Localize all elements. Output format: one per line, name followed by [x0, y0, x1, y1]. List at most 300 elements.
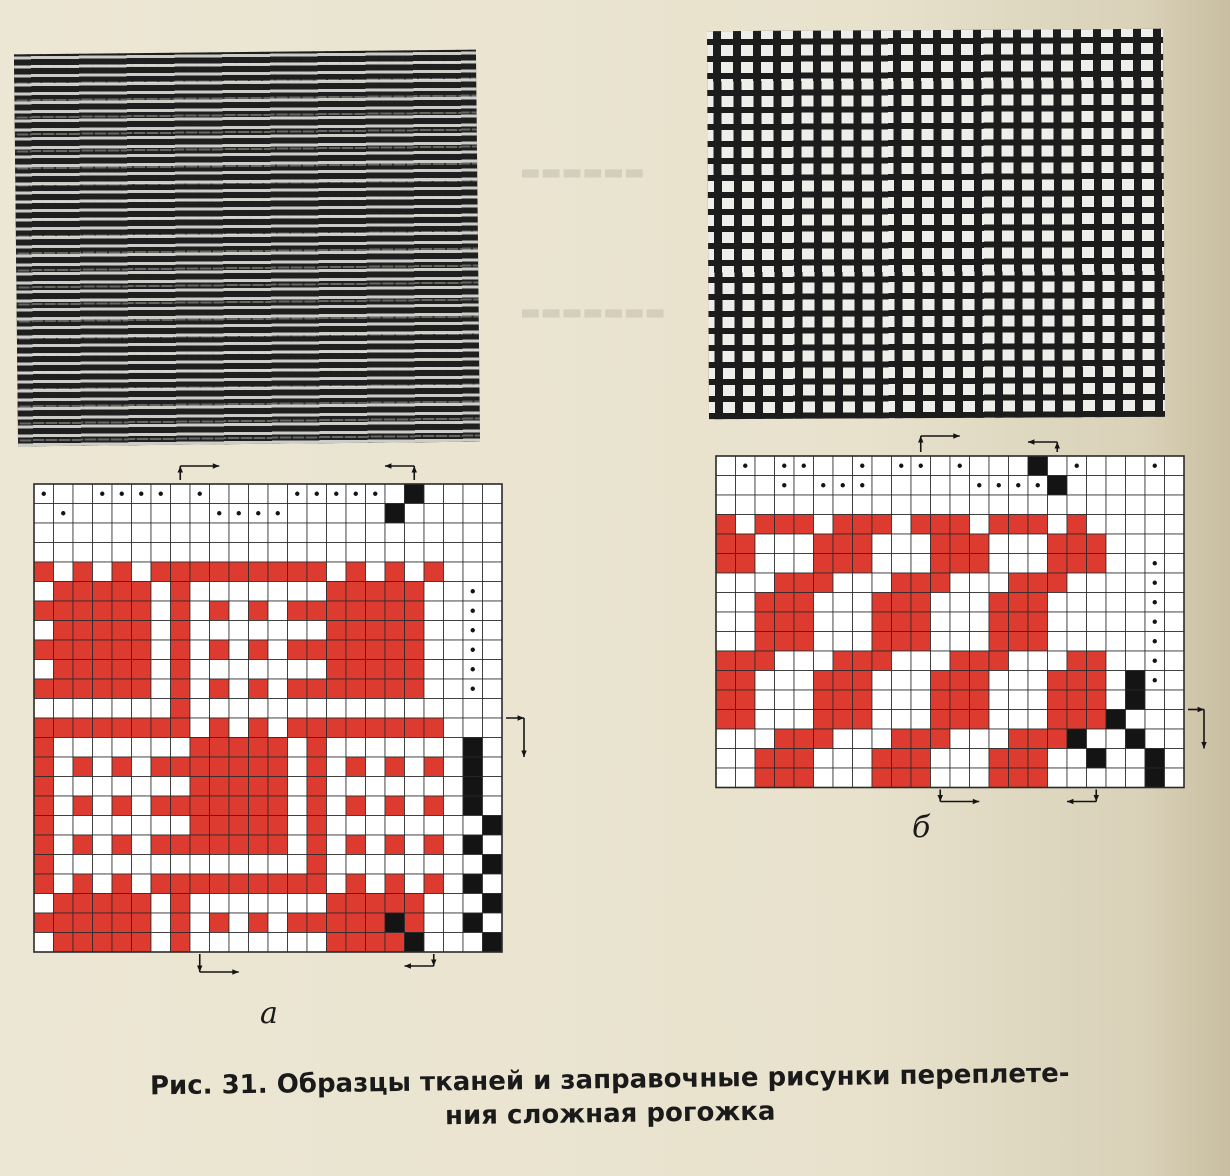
draft-cell — [190, 504, 210, 524]
draft-cell-filled — [73, 601, 93, 621]
draft-cell-filled — [853, 651, 873, 671]
draft-cell-filled — [73, 874, 93, 894]
draft-cell — [132, 777, 152, 797]
draft-cell-drawin — [385, 913, 405, 933]
draft-cell — [892, 495, 912, 515]
draft-cell — [73, 523, 93, 543]
draft-cell — [151, 601, 171, 621]
draft-cell — [911, 554, 931, 574]
draft-cell-filled — [210, 640, 230, 660]
draft-cell-filled — [872, 515, 892, 535]
draft-cell-filled — [171, 933, 191, 953]
draft-dot — [334, 492, 338, 496]
draft-cell-filled — [346, 874, 366, 894]
draft-cell — [385, 523, 405, 543]
draft-cell-drawin — [1126, 690, 1146, 710]
draft-cell-filled — [171, 835, 191, 855]
draft-cell-filled — [833, 515, 853, 535]
draft-cell — [34, 543, 54, 563]
draft-cell-filled — [73, 621, 93, 641]
draft-cell — [229, 484, 249, 504]
draft-cell — [1048, 593, 1068, 613]
draft-cell-drawin — [463, 738, 483, 758]
draft-cell — [853, 632, 873, 652]
draft-cell-filled — [775, 515, 795, 535]
draft-cell-drawin — [463, 777, 483, 797]
draft-cell-filled — [814, 690, 834, 710]
draft-cell-filled — [54, 679, 74, 699]
draft-cell-filled — [112, 640, 132, 660]
draft-cell — [794, 476, 814, 496]
draft-cell — [716, 456, 736, 476]
draft-cell — [950, 729, 970, 749]
draft-cell-filled — [1028, 573, 1048, 593]
draft-cell — [327, 699, 347, 719]
draft-cell-filled — [112, 796, 132, 816]
draft-cell — [210, 933, 230, 953]
draft-cell — [833, 495, 853, 515]
draft-cell-filled — [931, 671, 951, 691]
draft-cell — [112, 816, 132, 836]
draft-cell — [716, 729, 736, 749]
draft-cell — [444, 738, 464, 758]
draft-cell — [970, 612, 990, 632]
draft-cell — [249, 933, 269, 953]
draft-cell — [1126, 456, 1146, 476]
draft-cell — [444, 640, 464, 660]
draft-cell-drawin — [1106, 710, 1126, 730]
draft-cell — [716, 573, 736, 593]
draft-arrowhead — [412, 466, 417, 472]
draft-cell-filled — [833, 651, 853, 671]
draft-cell-filled — [171, 601, 191, 621]
draft-cell — [970, 456, 990, 476]
draft-cell — [424, 543, 444, 563]
draft-cell — [1067, 768, 1087, 788]
draft-cell-filled — [970, 710, 990, 730]
draft-cell — [210, 699, 230, 719]
draft-cell-filled — [288, 913, 308, 933]
draft-cell-filled — [327, 582, 347, 602]
draft-cell — [872, 710, 892, 730]
draft-cell-filled — [171, 699, 191, 719]
draft-cell — [405, 777, 425, 797]
draft-cell — [171, 738, 191, 758]
draft-cell — [1126, 612, 1146, 632]
draft-cell-filled — [268, 835, 288, 855]
draft-cell-filled — [970, 534, 990, 554]
draft-dot — [61, 511, 65, 515]
draft-cell-drawin — [463, 757, 483, 777]
draft-cell-filled — [366, 601, 386, 621]
draft-cell-filled — [1087, 534, 1107, 554]
draft-cell — [93, 757, 113, 777]
draft-cell-filled — [366, 718, 386, 738]
draft-cell — [190, 621, 210, 641]
draft-cell-filled — [93, 894, 113, 914]
draft-cell — [483, 913, 503, 933]
draft-cell — [1067, 573, 1087, 593]
draft-cell-filled — [151, 874, 171, 894]
draft-cell — [833, 768, 853, 788]
draft-cell — [989, 495, 1009, 515]
draft-cell-filled — [1009, 632, 1029, 652]
draft-cell — [775, 554, 795, 574]
draft-cell-filled — [73, 933, 93, 953]
draft-cell-filled — [210, 718, 230, 738]
fabric-photo-a — [14, 50, 480, 447]
draft-cell-filled — [112, 660, 132, 680]
draft-cell-filled — [54, 582, 74, 602]
draft-cell — [1126, 495, 1146, 515]
draft-cell — [288, 699, 308, 719]
draft-dot — [977, 483, 981, 487]
draft-cell-filled — [190, 562, 210, 582]
draft-cell-filled — [210, 738, 230, 758]
draft-dot — [373, 492, 377, 496]
draft-cell-filled — [366, 640, 386, 660]
draft-cell — [93, 504, 113, 524]
draft-dot — [1153, 678, 1157, 682]
draft-cell — [444, 543, 464, 563]
draft-cell — [1048, 515, 1068, 535]
draft-cell-drawin — [1028, 456, 1048, 476]
draft-cell-drawin — [1087, 749, 1107, 769]
draft-cell-filled — [794, 768, 814, 788]
draft-cell — [93, 796, 113, 816]
draft-cell — [424, 816, 444, 836]
draft-cell-filled — [775, 612, 795, 632]
draft-cell — [794, 651, 814, 671]
draft-cell — [1048, 768, 1068, 788]
draft-cell-filled — [892, 573, 912, 593]
draft-cell-filled — [385, 796, 405, 816]
draft-cell-filled — [385, 757, 405, 777]
draft-dot — [198, 492, 202, 496]
draft-cell — [794, 710, 814, 730]
draft-cell — [405, 504, 425, 524]
draft-cell-drawin — [405, 484, 425, 504]
draft-cell — [424, 679, 444, 699]
draft-arrowhead — [1055, 442, 1060, 448]
draft-cell-filled — [794, 612, 814, 632]
draft-cell — [989, 554, 1009, 574]
draft-cell-filled — [132, 660, 152, 680]
draft-cell — [892, 710, 912, 730]
draft-cell-filled — [1009, 612, 1029, 632]
draft-cell-filled — [34, 679, 54, 699]
draft-dot — [471, 589, 475, 593]
draft-cell — [463, 543, 483, 563]
draft-cell — [794, 495, 814, 515]
draft-cell — [833, 632, 853, 652]
draft-dot — [471, 648, 475, 652]
draft-cell-filled — [892, 749, 912, 769]
draft-cell — [950, 612, 970, 632]
draft-cell-filled — [327, 679, 347, 699]
draft-cell-filled — [151, 718, 171, 738]
draft-dot — [139, 492, 143, 496]
draft-cell-filled — [385, 679, 405, 699]
draft-cell — [1067, 749, 1087, 769]
draft-cell — [366, 777, 386, 797]
draft-cell-filled — [112, 835, 132, 855]
draft-cell-drawin — [463, 874, 483, 894]
draft-cell — [34, 523, 54, 543]
draft-cell-filled — [853, 690, 873, 710]
draft-cell-filled — [892, 768, 912, 788]
draft-cell-filled — [327, 621, 347, 641]
draft-cell — [424, 601, 444, 621]
draft-cell-filled — [794, 632, 814, 652]
draft-cell-filled — [950, 554, 970, 574]
draft-cell — [1106, 671, 1126, 691]
draft-cell-filled — [366, 913, 386, 933]
draft-cell — [1165, 671, 1185, 691]
draft-cell — [288, 738, 308, 758]
draft-cell — [405, 757, 425, 777]
draft-cell — [54, 855, 74, 875]
draft-cell — [892, 671, 912, 691]
draft-cell — [229, 660, 249, 680]
draft-cell — [911, 671, 931, 691]
draft-cell — [346, 816, 366, 836]
draft-cell-filled — [229, 874, 249, 894]
draft-cell-filled — [210, 601, 230, 621]
draft-cell-filled — [171, 796, 191, 816]
draft-cell — [833, 749, 853, 769]
draft-arrowhead — [521, 751, 526, 757]
draft-cell — [385, 543, 405, 563]
draft-dot — [860, 464, 864, 468]
draft-cell — [190, 894, 210, 914]
draft-cell — [444, 757, 464, 777]
draft-cell — [483, 660, 503, 680]
draft-cell-filled — [327, 894, 347, 914]
draft-cell — [463, 816, 483, 836]
draft-dot — [217, 511, 221, 515]
draft-cell-filled — [405, 718, 425, 738]
draft-cell — [853, 749, 873, 769]
draft-cell — [444, 523, 464, 543]
draft-cell-filled — [288, 718, 308, 738]
draft-cell — [950, 476, 970, 496]
draft-cell-filled — [853, 671, 873, 691]
draft-cell — [132, 738, 152, 758]
draft-cell — [892, 651, 912, 671]
draft-cell — [1165, 476, 1185, 496]
draft-cell — [151, 679, 171, 699]
draft-cell — [950, 749, 970, 769]
draft-cell — [307, 894, 327, 914]
draft-cell — [229, 718, 249, 738]
draft-cell — [736, 768, 756, 788]
draft-cell-filled — [1009, 749, 1029, 769]
draft-cell-filled — [132, 718, 152, 738]
figure-caption — [60, 1055, 1161, 1138]
draft-cell-filled — [385, 894, 405, 914]
draft-cell — [327, 543, 347, 563]
draft-cell-filled — [989, 651, 1009, 671]
draft-cell — [931, 612, 951, 632]
draft-cell — [970, 768, 990, 788]
draft-cell — [424, 933, 444, 953]
draft-cell — [1126, 534, 1146, 554]
draft-cell — [931, 749, 951, 769]
draft-cell — [288, 855, 308, 875]
draft-cell — [288, 796, 308, 816]
draft-cell-filled — [1048, 710, 1068, 730]
draft-cell-filled — [54, 894, 74, 914]
draft-cell — [268, 718, 288, 738]
draft-cell — [1028, 671, 1048, 691]
draft-cell — [1145, 690, 1165, 710]
draft-cell — [405, 874, 425, 894]
draft-cell — [151, 699, 171, 719]
draft-cell — [210, 894, 230, 914]
draft-cell — [989, 729, 1009, 749]
draft-cell — [814, 515, 834, 535]
draft-cell — [327, 777, 347, 797]
draft-cell — [210, 621, 230, 641]
draft-cell — [405, 738, 425, 758]
draft-cell-filled — [892, 612, 912, 632]
draft-cell-filled — [366, 894, 386, 914]
draft-cell-filled — [190, 777, 210, 797]
draft-cell-filled — [171, 679, 191, 699]
draft-cell — [444, 874, 464, 894]
draft-cell — [366, 738, 386, 758]
draft-cell-filled — [970, 690, 990, 710]
draft-cell — [112, 523, 132, 543]
draft-cell-filled — [424, 757, 444, 777]
draft-dot — [100, 492, 104, 496]
draft-dot — [237, 511, 241, 515]
draft-cell — [1165, 554, 1185, 574]
draft-cell — [463, 699, 483, 719]
draft-cell — [814, 632, 834, 652]
draft-cell — [151, 660, 171, 680]
draft-cell-filled — [210, 816, 230, 836]
draft-cell-filled — [1067, 651, 1087, 671]
draft-cell — [853, 612, 873, 632]
draft-dot — [120, 492, 124, 496]
draft-cell — [54, 757, 74, 777]
draft-cell — [288, 543, 308, 563]
draft-cell-filled — [307, 562, 327, 582]
draft-cell — [483, 796, 503, 816]
draft-cell — [444, 699, 464, 719]
draft-cell — [307, 699, 327, 719]
draft-cell-filled — [73, 894, 93, 914]
draft-cell — [444, 582, 464, 602]
draft-cell — [366, 504, 386, 524]
draft-cell-filled — [892, 729, 912, 749]
draft-cell — [405, 796, 425, 816]
draft-cell — [814, 495, 834, 515]
draft-cell-filled — [385, 933, 405, 953]
draft-cell — [229, 621, 249, 641]
draft-cell — [54, 738, 74, 758]
draft-cell-filled — [249, 777, 269, 797]
draft-cell-filled — [249, 757, 269, 777]
draft-cell — [93, 562, 113, 582]
figure-label-a: а — [260, 996, 278, 1031]
draft-cell — [483, 874, 503, 894]
draft-cell-filled — [93, 621, 113, 641]
draft-cell-filled — [716, 690, 736, 710]
draft-cell — [268, 523, 288, 543]
draft-cell-filled — [775, 729, 795, 749]
draft-cell-filled — [268, 777, 288, 797]
draft-cell — [483, 582, 503, 602]
draft-cell — [1067, 612, 1087, 632]
draft-cell — [1048, 749, 1068, 769]
draft-dot — [315, 492, 319, 496]
draft-cell-filled — [1067, 690, 1087, 710]
draft-cell — [1009, 710, 1029, 730]
draft-cell — [249, 523, 269, 543]
draft-cell — [190, 640, 210, 660]
draft-cell-filled — [171, 894, 191, 914]
draft-cell — [755, 495, 775, 515]
draft-dot — [1016, 483, 1020, 487]
draft-cell — [950, 593, 970, 613]
draft-cell-filled — [911, 749, 931, 769]
draft-cell-filled — [327, 933, 347, 953]
draft-cell — [327, 874, 347, 894]
draft-cell-filled — [872, 632, 892, 652]
draft-cell — [1087, 632, 1107, 652]
draft-cell — [794, 671, 814, 691]
draft-cell — [483, 718, 503, 738]
draft-cell — [775, 495, 795, 515]
draft-cell — [911, 495, 931, 515]
draft-arrowhead — [405, 963, 411, 968]
draft-cell — [288, 504, 308, 524]
draft-cell-filled — [112, 679, 132, 699]
draft-cell-filled — [833, 534, 853, 554]
draft-cell — [444, 718, 464, 738]
draft-cell — [1106, 612, 1126, 632]
weave-draft-a — [30, 460, 558, 988]
draft-cell — [1106, 554, 1126, 574]
draft-cell — [34, 660, 54, 680]
draft-cell-filled — [989, 593, 1009, 613]
draft-cell — [1165, 495, 1185, 515]
draft-cell-filled — [190, 738, 210, 758]
draft-cell-filled — [327, 601, 347, 621]
draft-cell-filled — [931, 515, 951, 535]
draft-cell — [463, 718, 483, 738]
draft-cell — [911, 690, 931, 710]
draft-cell — [73, 484, 93, 504]
draft-cell-filled — [346, 757, 366, 777]
draft-cell — [1106, 768, 1126, 788]
draft-cell — [229, 640, 249, 660]
draft-cell-filled — [171, 660, 191, 680]
draft-cell — [736, 632, 756, 652]
draft-cell-filled — [853, 534, 873, 554]
draft-cell — [1009, 554, 1029, 574]
draft-cell — [424, 738, 444, 758]
draft-cell — [1087, 593, 1107, 613]
draft-cell — [151, 504, 171, 524]
draft-cell-filled — [1087, 671, 1107, 691]
draft-cell — [1106, 690, 1126, 710]
draft-cell-filled — [1028, 612, 1048, 632]
draft-cell-filled — [34, 855, 54, 875]
